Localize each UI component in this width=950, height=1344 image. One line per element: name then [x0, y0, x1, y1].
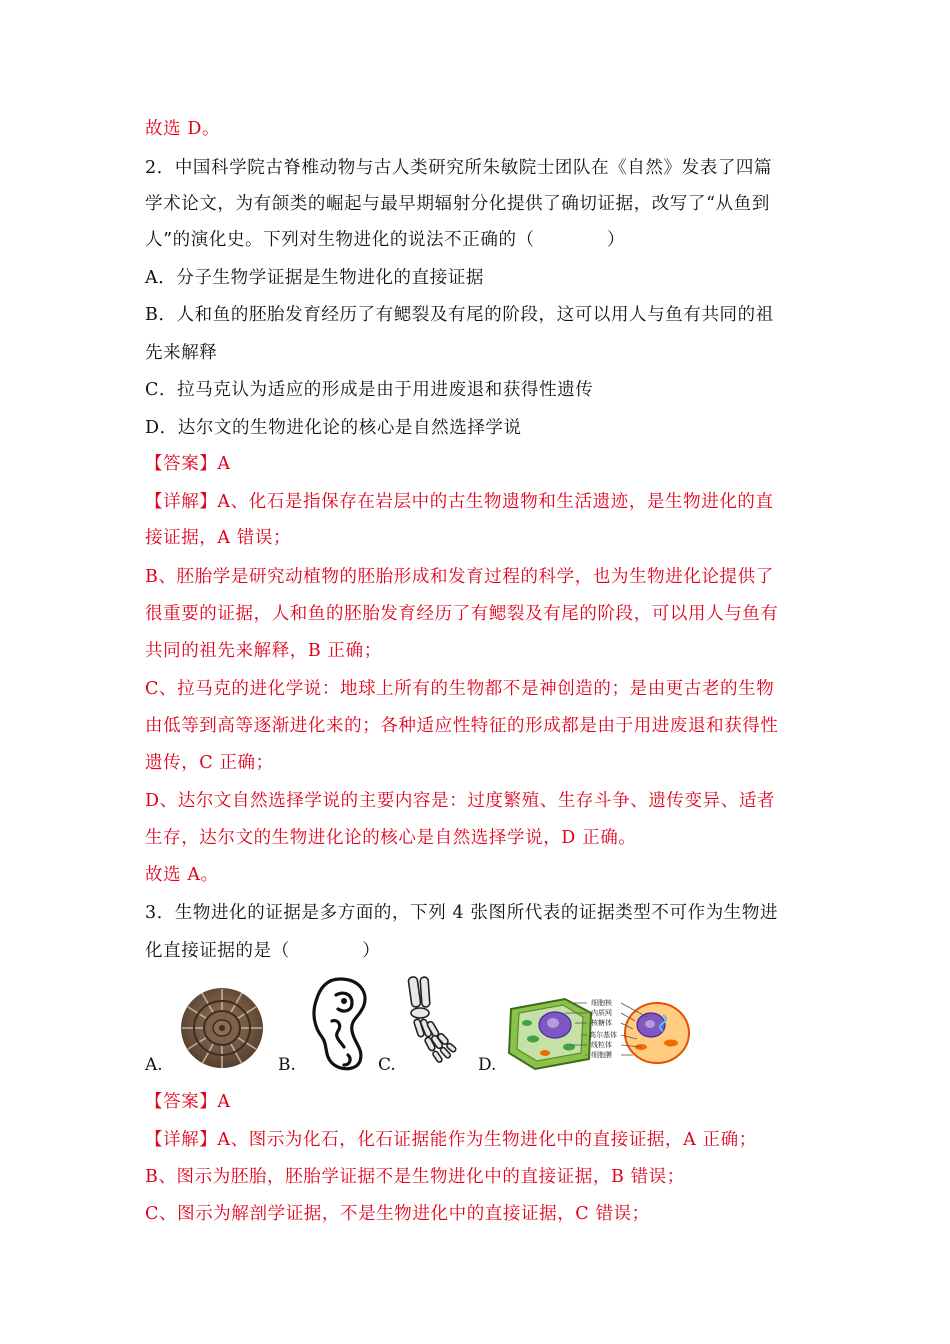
line-11: 接证据，A 错误；: [145, 528, 292, 548]
line-9: 【答案】A: [145, 454, 231, 474]
after-line-2: B、图示为胚胎，胚胎学证据不是生物进化中的直接证据，B 错误；: [145, 1167, 685, 1187]
line-8: D．达尔文的生物进化论的核心是自然选择学说: [145, 418, 522, 438]
after-line-3: C、图示为解剖学证据，不是生物进化中的直接证据，C 错误；: [145, 1204, 650, 1224]
line-16: 由低等到高等逐渐进化来的；各种适应性特征的形成都是由于用进废退和获得性: [145, 716, 779, 736]
line-10: 【详解】A、化石是指保存在岩层中的古生物遗物和生活遗迹，是生物进化的直: [145, 492, 774, 512]
option-a-label: A.: [145, 1055, 163, 1075]
fossil-image: [178, 983, 266, 1071]
line-13: 很重要的证据，人和鱼的胚胎发育经历了有鳃裂及有尾的阶段，可以用人与鱼有: [145, 604, 779, 624]
line-18: D、达尔文自然选择学说的主要内容是：过度繁殖、生存斗争、遗传变异、适者: [145, 791, 776, 811]
line-0: 故选 D。: [145, 119, 221, 139]
cell-diagram-image: [505, 995, 695, 1073]
line-21: 3．生物进化的证据是多方面的，下列 4 张图所代表的证据类型不可作为生物进: [145, 903, 779, 923]
line-12: B、胚胎学是研究动植物的胚胎形成和发育过程的科学，也为生物进化论提供了: [145, 567, 774, 587]
line-7: C．拉马克认为适应的形成是由于用进废退和获得性遗传: [145, 380, 594, 400]
line-19: 生存，达尔文的生物进化论的核心是自然选择学说，D 正确。: [145, 828, 637, 848]
line-4: A．分子生物学证据是生物进化的直接证据: [145, 268, 485, 288]
cell-label-membrane: 细胞膜: [591, 1051, 612, 1059]
line-22: 化直接证据的是（ ）: [145, 941, 381, 961]
embryo-image: [306, 975, 376, 1073]
line-2: 学术论文，为有颌类的崛起与最早期辐射分化提供了确切证据，改写了“从鱼到: [145, 194, 770, 214]
line-6: 先来解释: [145, 343, 218, 363]
line-3: 人”的演化史。下列对生物进化的说法不正确的（ ）: [145, 230, 626, 250]
option-c-label: C.: [378, 1055, 396, 1075]
cell-label-nucleus: 细胞核: [591, 999, 612, 1007]
option-b-label: B.: [278, 1055, 296, 1075]
line-1: 2．中国科学院古脊椎动物与古人类研究所朱敏院士团队在《自然》发表了四篇: [145, 158, 773, 178]
skeleton-image: [402, 973, 462, 1073]
cell-label-golgi: 高尔基体: [589, 1031, 617, 1039]
after-line-1: 【详解】A、图示为化石，化石证据能作为生物进化中的直接证据，A 正确；: [145, 1130, 757, 1150]
line-15: C、拉马克的进化学说：地球上所有的生物都不是神创造的；是由更古老的生物: [145, 679, 775, 699]
option-d-label: D.: [478, 1055, 497, 1075]
line-14: 共同的祖先来解释，B 正确；: [145, 641, 382, 661]
after-line-0: 【答案】A: [145, 1092, 231, 1112]
cell-label-ribosome: 核糖体: [591, 1019, 612, 1027]
line-5: B．人和鱼的胚胎发育经历了有鳃裂及有尾的阶段，这可以用人与鱼有共同的祖: [145, 305, 774, 325]
cell-label-er: 内质网: [591, 1009, 612, 1017]
line-17: 遗传，C 正确；: [145, 753, 274, 773]
cell-label-mitochondria: 线粒体: [591, 1041, 612, 1049]
line-20: 故选 A。: [145, 865, 219, 885]
